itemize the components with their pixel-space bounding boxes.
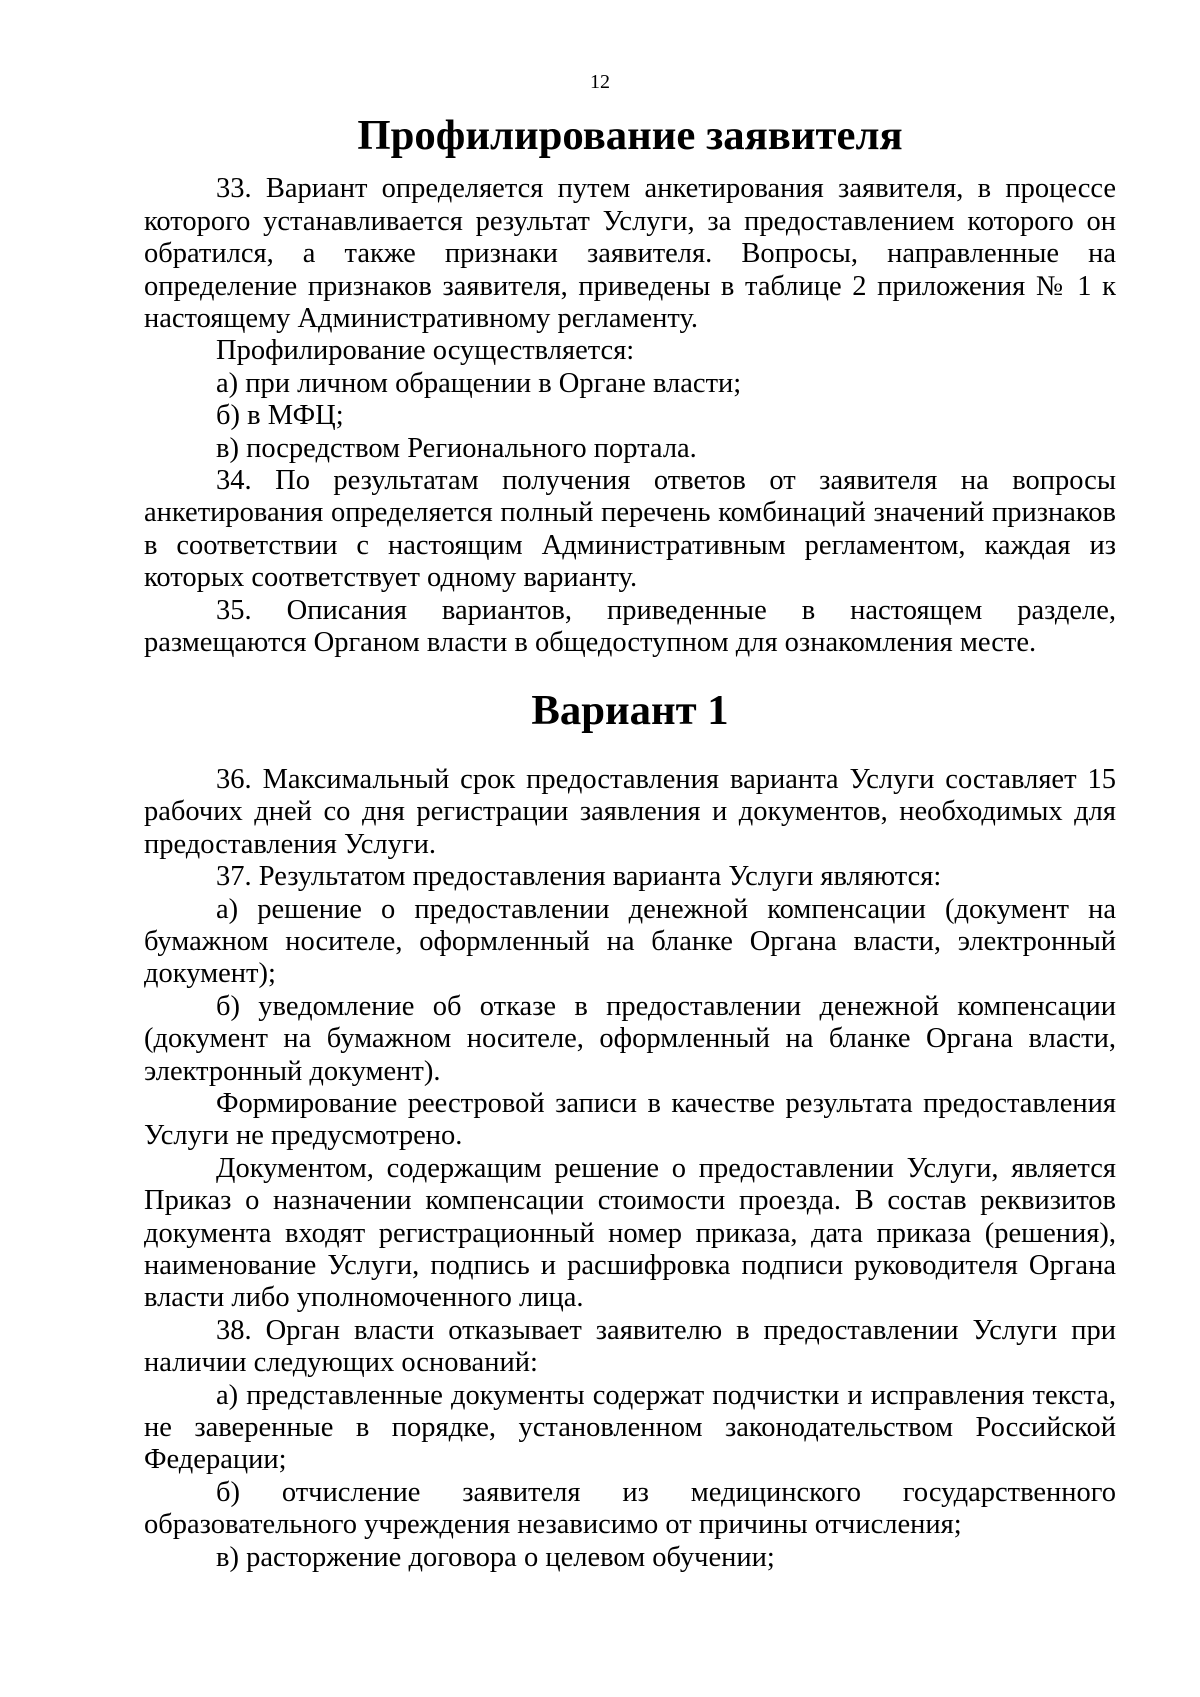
list-item: а) при личном обращении в Органе власти; xyxy=(216,367,742,399)
paragraph: 35. Описания вариантов, приведенные в настоящем разделе, размещаются Органом власти в общедоступном для ознакомления месте. xyxy=(144,594,1116,659)
list-item: в) посредством Регионального портала. xyxy=(216,432,697,464)
paragraph: Профилирование осуществляется: xyxy=(216,335,635,367)
page-number: 12 xyxy=(590,71,610,93)
list-item: а) решение о предоставлении денежной компенсации (документ на бумажном носителе, оформленный на бланке Органа власти, электронный документ); xyxy=(144,893,1116,990)
section-heading: Вариант 1 xyxy=(531,686,729,734)
document-body xyxy=(144,112,1116,1574)
paragraph: 33. Вариант определяется путем анкетирования заявителя, в процессе которого устанавливается результат Услуги, за предоставлением которого он обратился, а также признаки заявителя. Вопросы, направленные на определение признаков заявителя, приведены в таблице 2 приложения № 1 к настоящему Административному регламенту. xyxy=(144,173,1116,335)
paragraph: Документом, содержащим решение о предоставлении Услуги, является Приказ о назначении компенсации стоимости проезда. В состав реквизитов документа входят регистрационный номер приказа, дата приказа (решения), наименование Услуги, подпись и расшифровка подписи руководителя Органа власти либо уполномоченного лица. xyxy=(144,1152,1116,1314)
list-item: б) уведомление об отказе в предоставлении денежной компенсации (документ на бумажном носителе, оформленный на бланке Органа власти, электронный документ). xyxy=(144,990,1116,1087)
paragraph: 37. Результатом предоставления варианта Услуги являются: xyxy=(216,861,942,893)
section-heading: Профилирование заявителя xyxy=(357,112,903,159)
paragraph: Формирование реестровой записи в качестве результата предоставления Услуги не предусмотрено. xyxy=(144,1087,1116,1152)
section-variant-1 xyxy=(144,764,1116,1574)
paragraph: 38. Орган власти отказывает заявителю в предоставлении Услуги при наличии следующих оснований: xyxy=(144,1314,1116,1379)
list-item: б) в МФЦ; xyxy=(216,400,344,432)
paragraph: 36. Максимальный срок предоставления варианта Услуги составляет 15 рабочих дней со дня регистрации заявления и документов, необходимых для предоставления Услуги. xyxy=(144,763,1116,860)
list-item: в) расторжение договора о целевом обучении; xyxy=(216,1541,775,1573)
list-item: а) представленные документы содержат подчистки и исправления текста, не заверенные в порядке, установленном законодательством Российской Федерации; xyxy=(144,1379,1116,1476)
paragraph: 34. По результатам получения ответов от заявителя на вопросы анкетирования определяется полный перечень комбинаций значений признаков в соответствии с настоящим Административным регламентом, каждая из которых соответствует одному варианту. xyxy=(144,465,1116,594)
section-profiling xyxy=(144,173,1116,659)
list-item: б) отчисление заявителя из медицинского государственного образовательного учреждения независимо от причины отчисления; xyxy=(144,1476,1116,1541)
